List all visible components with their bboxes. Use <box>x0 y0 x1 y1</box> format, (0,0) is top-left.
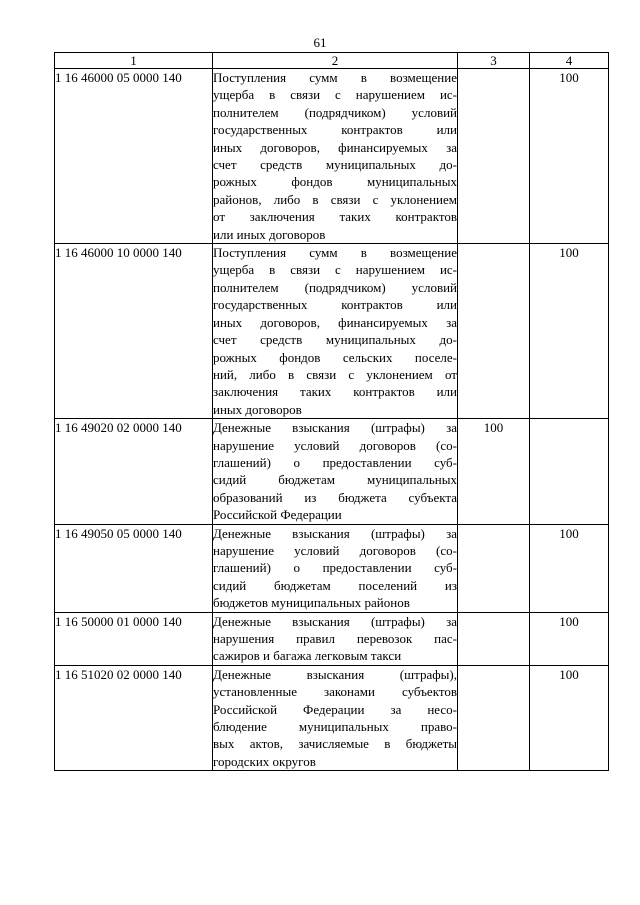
description-line: установленные законами субъектов <box>213 684 457 700</box>
description-line: государственных контрактов или <box>213 297 457 313</box>
column-header-4: 4 <box>530 53 609 69</box>
description-line: ний, либо в связи с уклонением от <box>213 366 457 382</box>
description-line: Денежные взыскания (штрафы) за <box>213 420 457 436</box>
table-row <box>55 612 609 665</box>
rate-value <box>458 666 529 667</box>
description-line: бюджетов муниципальных районов <box>213 595 410 611</box>
table-row <box>55 69 609 244</box>
rate-value: 100 <box>559 245 579 261</box>
rate-value: 100 <box>559 525 579 541</box>
column-header-2: 2 <box>213 53 458 69</box>
income-code-cell: 1 16 46000 05 0000 140 <box>55 69 213 244</box>
description-line: нарушение условий договоров (со- <box>213 542 457 558</box>
description-line: сидий бюджетам муниципальных <box>213 472 457 488</box>
description-line: образований из бюджета субъекта <box>213 489 457 505</box>
description-line: сидий бюджетам поселений из <box>213 577 457 593</box>
column-header-3: 3 <box>458 53 530 69</box>
income-code-cell: 1 16 49020 02 0000 140 <box>55 419 213 524</box>
description-line: Денежные взыскания (штрафы) за <box>213 525 457 541</box>
rate-cell-4 <box>530 524 609 612</box>
rate-cell-4 <box>530 69 609 244</box>
description-line: Российской Федерации <box>213 507 342 523</box>
description-line: иных договоров <box>213 401 302 417</box>
description-line: Денежные взыскания (штрафы), <box>213 666 457 682</box>
income-code-cell: 1 16 50000 01 0000 140 <box>55 612 213 665</box>
rate-cell-3 <box>458 69 530 244</box>
description-line: Российской Федерации за несо- <box>213 701 457 717</box>
description-line: блюдение муниципальных право- <box>213 719 457 735</box>
description-line: заключения таких контрактов или <box>213 384 457 400</box>
description-line: Поступления сумм в возмещение <box>213 245 457 261</box>
description-line: ущерба в связи с нарушением ис- <box>213 262 457 278</box>
rate-cell-3 <box>458 244 530 419</box>
rate-cell-3 <box>458 419 530 524</box>
table-row <box>55 665 609 770</box>
page-number: 61 <box>313 35 327 50</box>
description-line: городских округов <box>213 753 316 769</box>
budget-table <box>54 52 609 771</box>
description-line: нарушение условий договоров (со- <box>213 437 457 453</box>
rate-cell-4 <box>530 419 609 524</box>
description-line: государственных контрактов или <box>213 122 457 138</box>
description-line: Поступления сумм в возмещение <box>213 70 457 85</box>
description-line: нарушения правил перевозок пас- <box>213 631 457 646</box>
description-line: полнителем (подрядчиком) условий <box>213 279 457 295</box>
rate-cell-4 <box>530 665 609 770</box>
description-line: глашений) о предоставлении суб- <box>213 560 457 576</box>
description-cell <box>213 244 458 419</box>
rate-value <box>458 525 529 526</box>
rate-value <box>530 419 608 420</box>
rate-value: 100 <box>559 613 579 629</box>
income-code-cell: 1 16 49050 05 0000 140 <box>55 524 213 612</box>
income-code-cell: 1 16 46000 10 0000 140 <box>55 244 213 419</box>
description-line: рожных фондов сельских поселе- <box>213 349 457 365</box>
description-cell <box>213 69 458 244</box>
description-cell <box>213 612 458 665</box>
description-line: вых актов, зачисляемые в бюджеты <box>213 736 457 752</box>
description-cell <box>213 419 458 524</box>
rate-value: 100 <box>483 420 504 436</box>
rate-cell-3 <box>458 612 530 665</box>
header-row <box>55 53 609 69</box>
description-line: ущерба в связи с нарушением ис- <box>213 87 457 103</box>
table-body <box>55 69 609 771</box>
description-line: или иных договоров <box>213 226 326 242</box>
table-row <box>55 419 609 524</box>
description-cell <box>213 665 458 770</box>
table-row <box>55 244 609 419</box>
rate-cell-3 <box>458 665 530 770</box>
table-row <box>55 524 609 612</box>
description-line: Денежные взыскания (штрафы) за <box>213 613 457 629</box>
rate-value: 100 <box>559 666 579 682</box>
rate-value <box>458 69 529 70</box>
rate-cell-4 <box>530 612 609 665</box>
description-line: полнителем (подрядчиком) условий <box>213 104 457 120</box>
description-line: районов, либо в связи с уклонением <box>213 191 457 207</box>
description-line: сажиров и багажа легковым такси <box>213 648 402 664</box>
rate-value <box>458 613 529 614</box>
description-line: счет средств муниципальных до- <box>213 332 457 348</box>
description-line: иных договоров, финансируемых за <box>213 314 457 330</box>
rate-value: 100 <box>559 70 579 85</box>
description-line: от заключения таких контрактов <box>213 209 457 225</box>
rate-cell-3 <box>458 524 530 612</box>
description-line: рожных фондов муниципальных <box>213 174 457 190</box>
description-line: счет средств муниципальных до- <box>213 157 457 173</box>
description-line: иных договоров, финансируемых за <box>213 139 457 155</box>
rate-value <box>458 244 529 245</box>
income-code-cell: 1 16 51020 02 0000 140 <box>55 665 213 770</box>
rate-cell-4 <box>530 244 609 419</box>
column-header-1: 1 <box>55 53 213 69</box>
description-cell <box>213 524 458 612</box>
description-line: глашений) о предоставлении суб- <box>213 454 457 470</box>
